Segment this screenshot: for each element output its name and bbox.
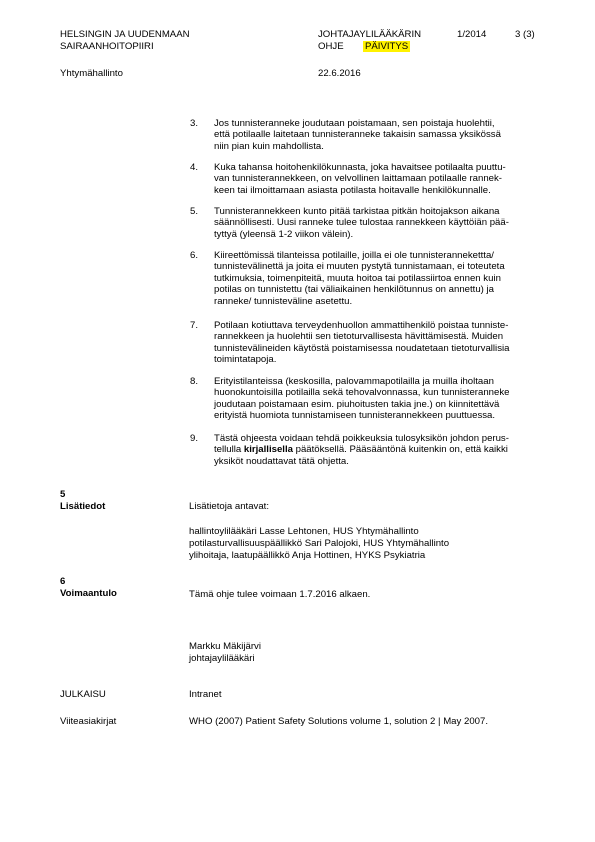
list-item-number: 6. — [190, 250, 199, 261]
list-item-line: Kuka tahansa hoitohenkilökunnasta, joka havaitsee potilaalta puuttu- — [214, 162, 506, 173]
list-item-line: että potilaalle laitetaan tunnisteranneke takaisin samassa yksikössä — [214, 129, 501, 141]
section6-title: Voimaantulo — [60, 588, 117, 599]
org-name-line1: HELSINGIN JA UUDENMAAN — [60, 29, 190, 40]
list-item-line: säännöllisesti. Uusi ranneke tulee tulostaa rannekkeen käyttöiän pää- — [214, 217, 509, 229]
list-item-text — [214, 250, 559, 307]
list-item-number: 3. — [190, 118, 199, 129]
section6-text: Tämä ohje tulee voimaan 1.7.2016 alkaen. — [189, 589, 371, 600]
signer-title: johtajaylilääkäri — [189, 653, 255, 664]
list-item-line: Tästä ohjeesta voidaan tehdä poikkeuksia tulosyksikön johdon perus- — [214, 433, 509, 444]
list-item-text — [214, 376, 559, 422]
list-item-number: 4. — [190, 162, 199, 173]
list-item-line: Potilaan kotiuttava terveydenhuollon ammattihenkilö poistaa tunniste- — [214, 320, 509, 331]
list-item-text — [214, 118, 559, 152]
section6-number: 6 — [60, 576, 66, 587]
update-badge-label: PÄIVITYS — [365, 41, 409, 52]
contact-item: potilasturvallisuuspäällikkö Sari Palojoki, HUS Yhtymähallinto — [189, 538, 450, 549]
list-item-line: keen tai ilmoittamaan asiasta potilasta hoitavalle henkilökunnalle. — [214, 184, 491, 196]
list-item-number: 7. — [190, 320, 199, 331]
list-item-line: erityistä huomiota tunnistamiseen tunnisterannekkeen puuttuessa. — [214, 410, 496, 422]
section5-number: 5 — [60, 489, 66, 500]
doc-number: 1/2014 — [457, 29, 487, 40]
list-item-line: rannekkeen ja huolehtii sen tietoturvallisesta hävittämisestä. Muiden — [214, 331, 504, 343]
doc-kind: OHJE — [318, 41, 344, 52]
update-badge — [363, 41, 410, 52]
list-item-number: 5. — [190, 206, 199, 217]
page-number: 3 (3) — [515, 29, 535, 40]
list-item-number: 8. — [190, 376, 199, 387]
list-item-line: van tunnisterannekkeen, on velvollinen laittamaan potilaalle rannek- — [214, 173, 502, 185]
list-item-line: yksiköt noudattavat tätä ohjetta. — [214, 455, 349, 467]
emphasis-text: kirjallisella — [243, 444, 293, 456]
document-date: 22.6.2016 — [318, 68, 361, 79]
contact-item: ylihoitaja, laatupäällikkö Anja Hottinen, HYKS Psykiatria — [189, 550, 426, 561]
publication-value: Intranet — [189, 689, 222, 700]
references-value: WHO (2007) Patient Safety Solutions volume 1, solution 2 | May 2007. — [189, 716, 488, 727]
list-item-line: tutkimuksia, toimenpiteitä, muuta hoitoa tai potilassiirtoa ennen kuin — [214, 272, 501, 284]
list-item-line: Tunnisterannekkeen kunto pitää tarkistaa pitkän hoitojakson aikana — [214, 206, 500, 217]
org-name-line2: SAIRAANHOITOPIIRI — [60, 41, 154, 52]
list-item-line: niin pian kuin mahdollista. — [214, 140, 324, 152]
list-item-line: tellulla kirjallisella päätöksellä. Pääsääntönä kuitenkin on, että kaikki — [214, 444, 508, 456]
list-item-line: toimintatapoja. — [214, 354, 277, 366]
signer-name: Markku Mäkijärvi — [189, 641, 261, 652]
list-item-text — [214, 162, 559, 196]
list-item-text — [214, 206, 559, 240]
list-item-line: ranneke/ tunnisteväline asetettu. — [214, 295, 353, 307]
doc-type: JOHTAJAYLILÄÄKÄRIN — [318, 29, 422, 40]
list-item-line: tunnistevälinettä ja joita ei muuten pystytä tunnistamaan, ei toteuteta — [214, 261, 505, 273]
list-item-line: Jos tunnisteranneke joudutaan poistamaan, sen poistaja huolehtii, — [214, 118, 495, 129]
list-item-line: joudutaan poistamaan esim. piuhoitusten takia jne.) on kiinnitettävä — [214, 398, 500, 410]
section5-title: Lisätiedot — [60, 501, 106, 512]
list-item-line: huonokuntoisilla potilailla sekä tehovalvonnassa, kun tunnisteranneke — [214, 387, 510, 399]
list-item-text — [214, 433, 559, 467]
list-item-line: potilas on tunnistettu (tai väliaikainen henkilötunnus on annettu) ja — [214, 284, 495, 296]
publication-label: JULKAISU — [60, 689, 106, 700]
unit-name: Yhtymähallinto — [60, 68, 123, 79]
contact-item: hallintoylilääkäri Lasse Lehtonen, HUS Yhtymähallinto — [189, 526, 419, 537]
list-item-line: tunnistevälineiden käytöstä poistamisessa noudatetaan tietoturvallisia — [214, 342, 510, 354]
list-item-text — [214, 320, 559, 366]
list-item-number: 9. — [190, 433, 199, 444]
section5-intro: Lisätietoja antavat: — [189, 501, 270, 512]
list-item-line: Kiireettömissä tilanteissa potilaille, joilla ei ole tunnisterannekettta/ — [214, 250, 494, 261]
list-item-line: Erityistilanteissa (keskosilla, palovammapotilailla ja muilla iholtaan — [214, 376, 494, 387]
list-item-line: tyttyä (yleensä 1-2 viikon välein). — [214, 228, 354, 240]
references-label: Viiteasiakirjat — [60, 716, 117, 727]
